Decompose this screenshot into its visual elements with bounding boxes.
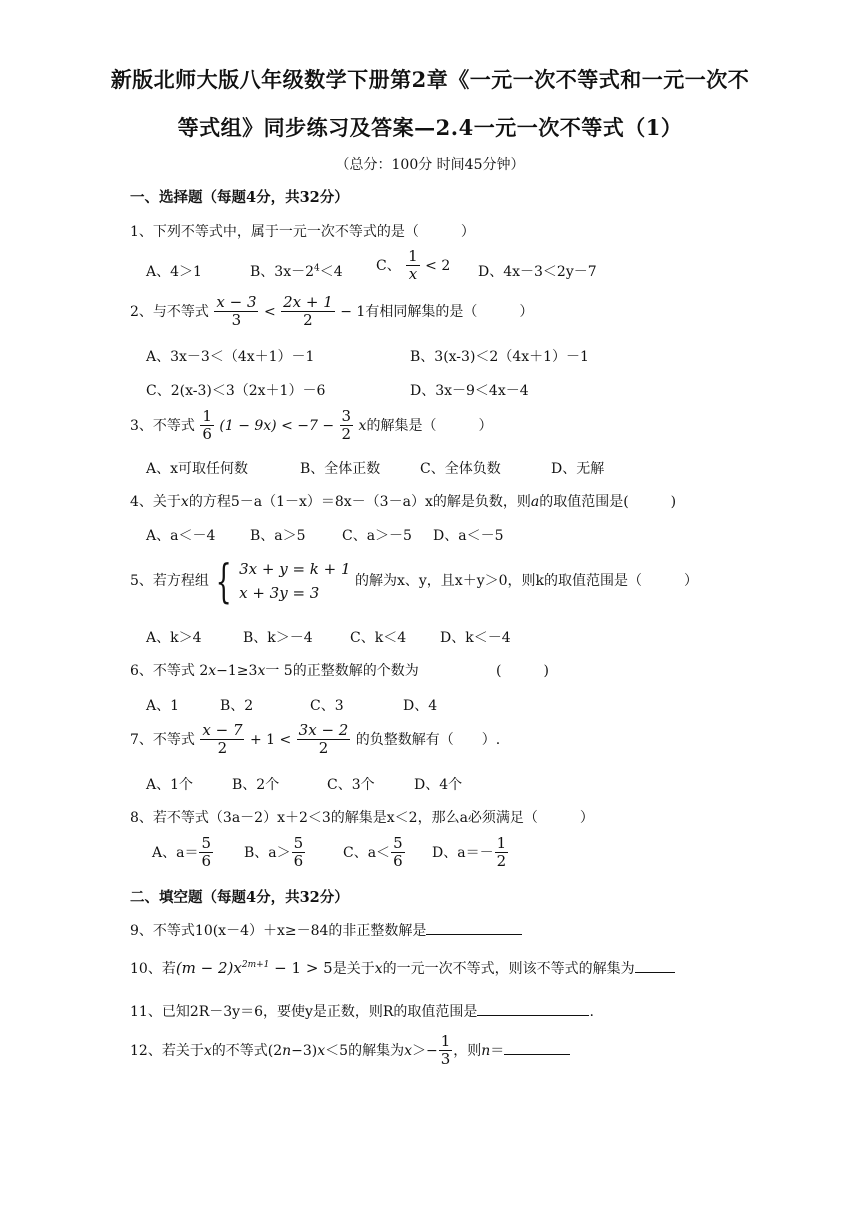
q6-option-d: D、4	[403, 698, 438, 714]
q11-answer-blank[interactable]	[477, 1015, 589, 1016]
question-5-stem: 5、若方程组 { 3x + y = k + 1 x + 3y = 3 的解为x、y，且x＋y＞0，则k的取值范围是（ ）	[130, 554, 698, 608]
question-8-stem: 8、若不等式（3a－2）x＋2＜3的解集是x＜2，那么a必须满足（ ）	[130, 810, 594, 826]
q1-option-b	[250, 261, 343, 281]
q7-option-b: B、2个	[232, 777, 280, 793]
q7-fraction-left: $\frac{x - 7}{2}$	[202, 721, 243, 758]
q3-option-c: C、全体负数	[420, 461, 501, 477]
question-7-stem: 7、不等式 $\frac{x - 7}{2}$ + 1 < $\frac{3x - 2}{2}$ 的负整数解有（ ）.	[130, 721, 501, 758]
q8-option-b: B、a＞ $\frac{5}{6}$	[244, 834, 304, 871]
q3-fraction-left: $\frac{1}{6}$	[202, 407, 212, 444]
q4-option-d: D、a＜－5	[433, 528, 504, 544]
question-10-stem: 10、若$(m - 2)x^{2m+1} - 1 > 5$是关于x的一元一次不等式，则该不等式的解集为	[130, 958, 675, 978]
question-9-stem: 9、不等式10(x－4）＋x≥－84的非正整数解是	[130, 920, 522, 940]
q7-option-a: A、1个	[146, 777, 194, 793]
subtitle: （总分：100分 时间45分钟）	[335, 157, 525, 173]
q10-answer-blank[interactable]	[635, 972, 675, 973]
q1-option-c	[376, 248, 450, 284]
page-title-line2: 等式组》同步练习及答案—2.4一元一次不等式（1）	[177, 115, 683, 140]
q3-option-b: B、全体正数	[300, 461, 381, 477]
question-1-stem: 1、下列不等式中，属于一元一次不等式的是（ ）	[130, 224, 475, 240]
q6-answer-paren: ( )	[496, 663, 549, 679]
q1-option-c-fraction: $\frac{1}{x}$	[408, 247, 418, 284]
q2-option-b: B、3(x-3)＜2（4x＋1）－1	[410, 349, 589, 365]
q2-fraction-right: $\frac{2x + 1}{2}$	[283, 293, 333, 330]
q7-option-d: D、4个	[414, 777, 463, 793]
q1-option-b-pre: B、3x－2	[250, 264, 314, 280]
q4-option-a: A、a＜－4	[146, 528, 216, 544]
q1-option-d: D、4x－3＜2y－7	[478, 264, 597, 280]
q2-option-c: C、2(x-3)＜3（2x＋1）－6	[146, 383, 326, 399]
q5-option-c: C、k＜4	[350, 630, 407, 646]
q1-option-a: A、4＞1	[146, 264, 202, 280]
question-11-stem: 11、已知2R－3y＝6，要使y是正数，则R的取值范围是 .	[130, 1004, 594, 1020]
q5-brace: {	[215, 554, 233, 608]
section-heading-fill: 二、填空题（每题4分，共32分）	[130, 889, 349, 906]
q5-option-b: B、k＞－4	[243, 630, 313, 646]
q3-option-d: D、无解	[551, 461, 605, 477]
q12-answer-blank[interactable]	[504, 1054, 570, 1055]
q6-option-b: B、2	[220, 698, 254, 714]
q2-option-a: A、3x－3＜（4x＋1）－1	[146, 349, 315, 365]
q1-option-c-pre: C、	[376, 257, 401, 274]
q5-option-a: A、k＞4	[146, 630, 202, 646]
page-title-line1: 新版北师大版八年级数学下册第2章《一元一次不等式和一元一次不	[110, 67, 750, 92]
q7-fraction-right: $\frac{3x - 2}{2}$	[298, 721, 349, 758]
q6-option-c: C、3	[310, 698, 344, 714]
q2-fraction-left: $\frac{x - 3}{3}$	[216, 293, 257, 330]
q7-option-c: C、3个	[327, 777, 375, 793]
q4-option-c: C、a＞－5	[342, 528, 412, 544]
q12-fraction: $\frac{1}{3}$	[440, 1032, 451, 1069]
q4-option-b: B、a＞5	[250, 528, 306, 544]
q3-fraction-right: $\frac{3}{2}$	[341, 407, 352, 444]
question-2-stem: 2、与不等式 $\frac{x - 3}{3}$ < $\frac{2x + 1}{2}$ − 1有相同解集的是（ ）	[130, 293, 534, 330]
q6-option-a: A、1	[146, 698, 180, 714]
q5-option-d: D、k＜－4	[440, 630, 511, 646]
question-12-stem: 12、若关于x的不等式(2n−3)x＜5的解集为x＞− $\frac{1}{3}$ ，则n＝	[130, 1033, 570, 1069]
q5-equation-system: 3x + y = k + 1 x + 3y = 3	[239, 560, 351, 602]
q8-option-c: C、a＜ $\frac{5}{6}$	[343, 834, 403, 871]
q9-answer-blank[interactable]	[426, 934, 522, 935]
question-4-stem: 4、关于x的方程5－a（1－x）＝8x－（3－a）x的解是负数，则a的取值范围是( )	[130, 494, 677, 510]
section-heading-choice: 一、选择题（每题4分，共32分）	[130, 189, 349, 206]
q1-option-b-post: ＜4	[319, 264, 343, 280]
q1-option-c-post: < 2	[425, 257, 451, 274]
q8-option-a: A、a＝ $\frac{5}{6}$	[152, 834, 212, 871]
q8-option-d: D、a＝－ $\frac{1}{2}$	[432, 834, 507, 871]
question-6-stem: 6、不等式 2x−1≥3x一 5的正整数解的个数为	[130, 663, 419, 679]
q2-option-d: D、3x－9＜4x－4	[410, 383, 529, 399]
q1-option-b-exponent: 4	[314, 263, 320, 274]
q3-option-a: A、x可取任何数	[146, 461, 249, 477]
question-3-stem: 3、不等式 $\frac{1}{6}$ (1 − 9x) < −7 − $\frac{3}{2}$ x的解集是（ ）	[130, 407, 493, 444]
